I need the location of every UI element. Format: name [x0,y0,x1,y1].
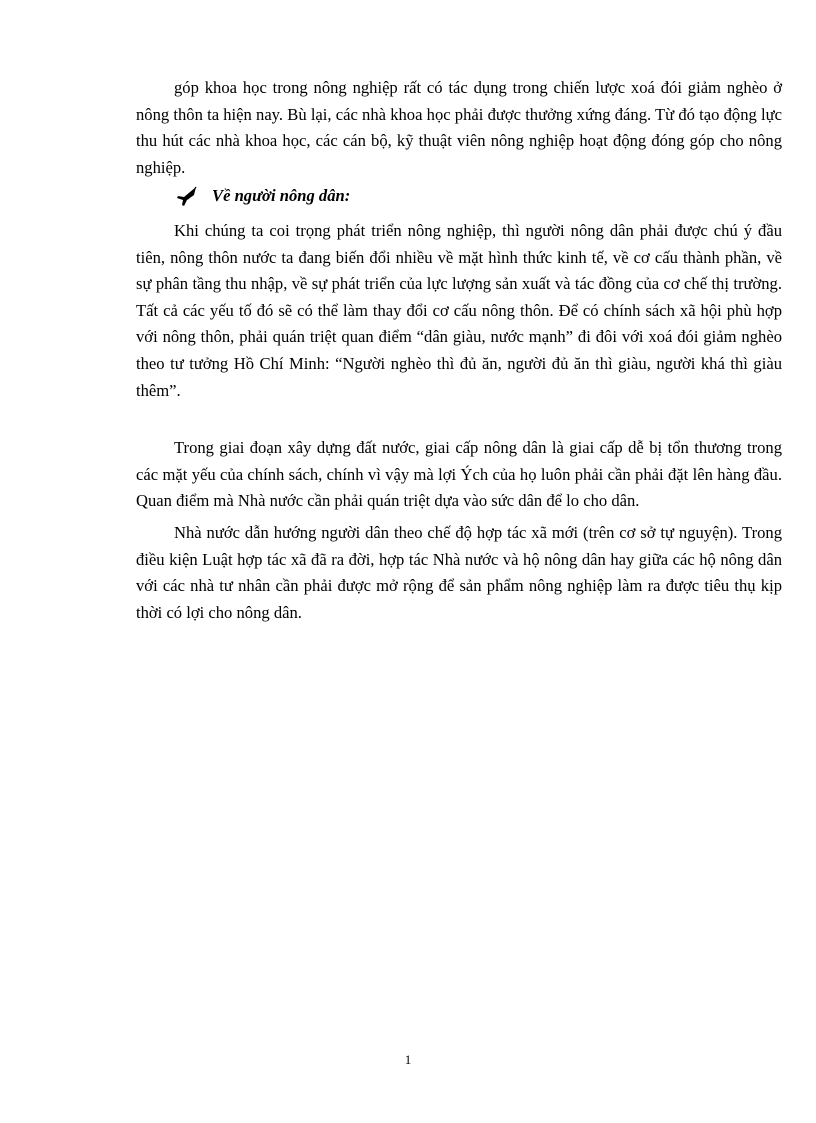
airplane-bullet-icon [176,185,198,207]
section-heading [176,183,350,210]
paragraph-development-stage: Trong giai đoạn xây dựng đất nước, giai cấp nông dân là giai cấp dễ bị tổn thương trong các mặt yếu của chính sách, chính vì vậy mà lợi Ých của họ luôn phải cần phải đặt lên hàng đầu. Quan điểm mà Nhà nước cần phải quán triệt dựa vào sức dân để lo cho dân. [136,438,782,511]
paragraph-intro: góp khoa học trong nông nghiệp rất có tác dụng trong chiến lược xoá đói giảm nghèo ở nông thôn ta hiện nay. Bù lại, các nhà khoa học phải được thưởng xứng đáng. Từ đó tạo động lực thu hút các nhà khoa học, các cán bộ, kỹ thuật viên nông nghiệp hoạt động đóng góp cho nông nghiệp. [136,78,782,177]
page-number: 1 [404,1052,412,1067]
section-heading-text: Về người nông dân: [212,186,351,205]
paragraph-cooperatives: Nhà nước dẫn hướng người dân theo chế độ hợp tác xã mới (trên cơ sở tự nguyện). Trong điều kiện Luật hợp tác xã đã ra đời, hợp tác Nhà nước và hộ nông dân hay giữa các hộ nông dân với các nhà tư nhân cần phải được mở rộng để sản phẩm nông nghiệp làm ra được tiêu thụ kịp thời có lợi cho nông dân. [136,523,782,622]
paragraph-farmers: Khi chúng ta coi trọng phát triển nông nghiệp, thì người nông dân phải được chú ý đầu tiên, nông thôn nước ta đang biến đổi nhiều về mặt hình thức kinh tế, về cơ cấu thành phần, về sự phân tầng thu nhập, về sự phát triển của lực lượng sản xuất và tác đồng của cơ chế thị trường. Tất cả các yếu tố đó sẽ có thể làm thay đổi cơ cấu nông thôn. Để có chính sách xã hội phù hợp với nông thôn, phải quán triệt quan điểm “dân giàu, nước mạnh” đi đôi với xoá đói giảm nghèo theo tư tưởng Hồ Chí Minh: “Người nghèo thì đủ ăn, người đủ ăn thì giàu, người khá thì giàu thêm”. [136,221,782,400]
